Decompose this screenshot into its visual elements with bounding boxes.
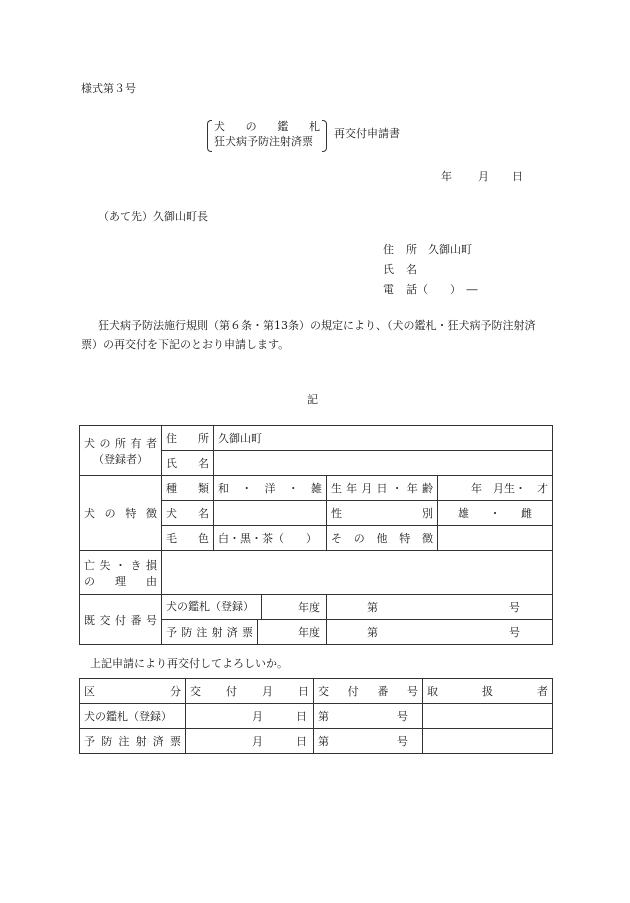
sex-label — [327, 501, 438, 526]
char: 有 — [130, 436, 142, 450]
char: 理 — [115, 574, 126, 588]
char: 性 — [331, 507, 342, 520]
owner-name-field[interactable] — [214, 451, 553, 476]
char: 他 — [376, 532, 388, 545]
birth-field[interactable]: 年 月生・ 才 — [438, 476, 553, 501]
owner-label — [84, 435, 157, 451]
char: 雌 — [521, 507, 533, 520]
char: 由 — [146, 574, 157, 588]
issued-vacc-label — [166, 624, 253, 640]
row2-label — [80, 729, 186, 754]
char: 防 — [101, 735, 113, 748]
char: 票 — [241, 626, 253, 639]
loss-reason-field[interactable] — [162, 551, 553, 595]
loss-reason-label — [80, 551, 162, 595]
owner-address-field[interactable] — [214, 426, 553, 451]
body-text-line2: 票）の再交付を下記のとおり申請します。 — [81, 338, 290, 351]
issued-vacc-row — [162, 620, 327, 645]
char: 損 — [146, 558, 157, 572]
char: 齢 — [421, 482, 433, 495]
owner-label-cell — [80, 426, 162, 476]
char: 名 — [198, 457, 209, 470]
char: 特 — [125, 507, 137, 520]
dog-features-label — [80, 476, 162, 551]
char: 予 — [166, 626, 177, 639]
char: 予 — [84, 735, 95, 748]
header-number — [314, 679, 423, 704]
other-features-label — [327, 526, 438, 551]
char: 号 — [406, 685, 418, 698]
title-bracket-left — [207, 120, 212, 152]
char: 雑 — [311, 482, 322, 495]
ki-heading: 記 — [307, 393, 318, 406]
char: 取 — [427, 685, 438, 698]
row1-label: 犬の鑑札（登録） — [80, 704, 186, 729]
char: ・ — [115, 558, 126, 572]
owner-address-label — [162, 426, 214, 451]
char: ・ — [241, 482, 253, 495]
breed-options[interactable] — [214, 476, 327, 501]
char: 分 — [170, 685, 181, 698]
char: 年 — [406, 482, 418, 495]
owner-sub: （登録者） — [93, 452, 148, 466]
char: 者 — [146, 436, 157, 450]
char: 交 — [190, 685, 201, 698]
application-table — [79, 425, 553, 645]
char: 犬 — [84, 507, 95, 520]
char: 犬 — [166, 507, 177, 520]
char: 注 — [118, 735, 130, 748]
owner-name-label — [162, 451, 214, 476]
char: 電 — [383, 283, 394, 296]
addressee: （あて先）久御山町長 — [98, 210, 208, 223]
title-suffix: 再交付申請書 — [334, 127, 400, 140]
dogname-field[interactable] — [214, 501, 327, 526]
char: 色 — [198, 532, 209, 545]
char: 月 — [361, 482, 373, 495]
char: 付 — [115, 613, 126, 627]
char: 雄 — [458, 507, 469, 520]
issuance-table — [79, 678, 553, 754]
char: 番 — [377, 685, 389, 698]
owner-address-value: 久御山町 — [218, 432, 262, 445]
char: 付 — [226, 685, 237, 698]
date-day: 日 — [512, 170, 523, 183]
char: の — [104, 507, 116, 520]
date-year: 年 — [441, 170, 452, 183]
char: 別 — [422, 507, 433, 520]
title-bracket-right — [322, 120, 327, 152]
approval-text: 上記申請により再交付してよろしいか。 — [90, 657, 288, 670]
char: ・ — [391, 482, 403, 495]
char: 月 — [262, 685, 273, 698]
coat-label — [162, 526, 214, 551]
char: 注 — [196, 626, 208, 639]
char: 日 — [298, 685, 309, 698]
char: 特 — [399, 532, 411, 545]
char: 名 — [406, 263, 417, 276]
issued-tag-row — [162, 595, 327, 620]
char: 所 — [198, 432, 209, 445]
applicant-phone-label — [383, 281, 417, 297]
char: 名 — [198, 507, 209, 520]
header-kubun — [80, 679, 186, 704]
issued-vacc-year: 年度 — [298, 626, 320, 639]
char: そ — [331, 532, 342, 545]
char: 和 — [218, 482, 229, 495]
form-number: 様式第３号 — [81, 82, 136, 95]
char: 徴 — [145, 507, 157, 520]
issued-vacc-number[interactable]: 第 号 — [327, 620, 553, 645]
char: 氏 — [166, 457, 177, 470]
char: 住 — [383, 243, 394, 256]
header-date — [186, 679, 314, 704]
char: 洋 — [264, 482, 276, 495]
char: 犬 — [214, 120, 225, 133]
row2-number[interactable]: 第 号 — [314, 729, 423, 754]
char: 所 — [115, 436, 126, 450]
title-option-vaccination-tag: 狂犬病予防注射済票 — [214, 135, 313, 148]
char: 話 — [406, 283, 417, 296]
row2-handler[interactable] — [423, 729, 553, 754]
issued-tag-number[interactable]: 第 号 — [327, 595, 553, 620]
char: 類 — [198, 482, 209, 495]
char: 票 — [169, 735, 181, 748]
char: の — [353, 532, 365, 545]
char: 徴 — [422, 532, 433, 545]
char: 防 — [181, 626, 193, 639]
char: 氏 — [383, 263, 394, 276]
char: 済 — [152, 735, 164, 748]
row1-handler[interactable] — [423, 704, 553, 729]
applicant-address-label — [383, 241, 417, 257]
char: き — [130, 558, 142, 572]
char: 済 — [226, 626, 238, 639]
birth-label — [327, 476, 438, 501]
applicant-name-label — [383, 261, 417, 277]
char: 区 — [84, 685, 95, 698]
other-features-field[interactable] — [438, 526, 553, 551]
header-handler — [423, 679, 553, 704]
char: の — [84, 574, 95, 588]
char: 毛 — [166, 532, 177, 545]
char: 既 — [84, 613, 95, 627]
char: ・ — [489, 507, 501, 520]
body-text-line1: 狂犬病予防法施行規則（第６条・第13条）の規定により、（犬の鑑札・狂犬病予防注射済 — [98, 319, 536, 332]
row1-number[interactable]: 第 号 — [314, 704, 423, 729]
char: 交 — [99, 613, 111, 627]
applicant-address-value: 久御山町 — [428, 243, 472, 256]
coat-options[interactable]: 白・黒・茶（ ） — [214, 526, 327, 551]
applicant-phone-format: （ ） ― — [417, 283, 478, 296]
char: 亡 — [84, 558, 95, 572]
char: 射 — [211, 626, 223, 639]
issued-tag-label: 犬の鑑札（登録） — [162, 595, 262, 619]
sex-options[interactable] — [438, 501, 553, 526]
char: 射 — [135, 735, 147, 748]
title-option-dog-tag — [214, 118, 320, 134]
row1-date[interactable]: 月 日 — [186, 704, 314, 729]
date-month: 月 — [478, 170, 489, 183]
char: 鑑 — [277, 120, 289, 133]
dogname-label — [162, 501, 214, 526]
char: ・ — [287, 482, 299, 495]
char: 種 — [166, 482, 177, 495]
char: 住 — [166, 432, 177, 445]
char: 犬 — [84, 436, 95, 450]
char: 付 — [347, 685, 359, 698]
char: の — [99, 436, 111, 450]
issued-tag-year: 年度 — [298, 601, 320, 614]
char: 年 — [346, 482, 358, 495]
char: 札 — [308, 120, 320, 133]
char: 生 — [331, 482, 342, 495]
issued-number-label — [80, 595, 162, 645]
char: 日 — [376, 482, 388, 495]
char: 交 — [318, 685, 329, 698]
char: 番 — [130, 613, 142, 627]
breed-label — [162, 476, 214, 501]
row2-date[interactable]: 月 日 — [186, 729, 314, 754]
char: の — [245, 120, 257, 133]
char: 者 — [537, 685, 548, 698]
char: 所 — [406, 243, 417, 256]
char: 号 — [146, 613, 157, 627]
char: 失 — [99, 558, 111, 572]
char: 扱 — [482, 685, 493, 698]
